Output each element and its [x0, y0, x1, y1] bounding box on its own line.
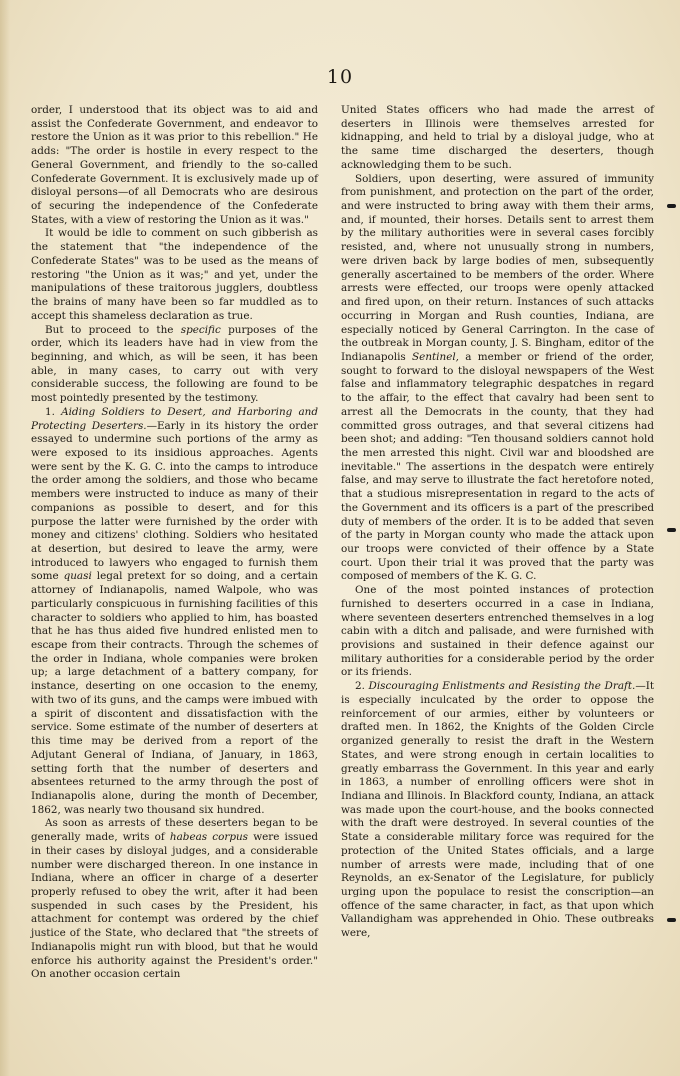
paragraph — [341, 104, 654, 173]
italic-text: specific — [180, 323, 221, 336]
paragraph — [31, 104, 318, 227]
paragraph — [31, 817, 318, 982]
paragraph-text: legal pretext for so doing, and a certain attorney of Indianapolis, named Walpole, who was particularly conspicuous in furnishing facilities of this character to soldiers who applied to him, has boasted that he has thus aided five hundred enlisted men to escape from their contracts. Through the schemes of the order in Indiana, whole companies were broken up; a large detachment of a battery company, for instance, deserting on one occasion to the enemy, with two of its guns, and the camps were imbued with a spirit of discontent and dissatisfaction with the service. Some estimate of the number of deserters at this time may be derived from a report of the Adjutant General of Indiana, of January, in 1863, setting forth that the number of deserters and absentees returned to the army through the post of Indianapolis alone, during the month of December, 1862, was nearly two thousand six hundred. — [31, 570, 318, 816]
paragraph-text: As soon as arrests of these deserters began to be generally made, writs of — [31, 817, 318, 844]
paragraph-text: United States officers who had made the arrest of deserters in Illinois were themselves arrested for kidnapping, and held to trial by a disloyal judge, who at the same time discharged the deserters, though acknowledging them to be such. — [341, 104, 654, 171]
margin-mark — [667, 204, 676, 208]
paragraph-text: —It is especially inculcated by the order to oppose the reinforcement of our armies, either by volunteers or drafted men. In 1862, the Knights of the Golden Circle organized generally to resist the draft in the Western States, and were strong enough in certain localities to greatly embarrass the Government. In this year and early in 1863, a number of enrolling officers were shot in Indiana and Illinois. In Blackford county, Indiana, an attack was made upon the court-house, and the books connected with the draft were destroyed. In several counties of the State a considerable military force was required for the protection of the United States officials, and a large number of arrests were made, including that of one Reynolds, an ex-Senator of the Legislature, for publicly urging upon the populace to resist the conscription—an offence of the same character, in fact, as that upon which Vallandigham was apprehended in Ohio. These outbreaks were, — [341, 680, 655, 940]
paragraph — [31, 324, 318, 406]
paragraph-text: a member or friend of the order, sought to forward to the disloyal newspapers of the West false and inflammatory telegraphic despatches in regard to the affair, to the effect that cavalry had been sent to arrest all the Democrats in the county, that they had committed gross outrages, and that several citizens had been shot; and adding: "Ten thousand soldiers cannot hold the men arrested this night. Civil war and bloodshed are inevitable." The assertions in the despatch were entirely false, and may serve to illustrate the fact heretofore noted, that a studious misrepresentation in regard to the acts of the Government and its officers is a part of the prescribed duty of members of the order. It is to be added that seven of the party in Morgan county who made the attack upon our troops were convicted of their offence by a State court. Upon their trial it was proved that the party was composed of members of the K. G. C. — [341, 350, 655, 583]
paragraph-text: One of the most pointed instances of protection furnished to deserters occurred in a case in Indiana, where seventeen deserters entrenched themselves in a log cabin with a ditch and palisade, and were furnished with provisions and sustained in their defence against our military authorities for a considerable period by the order or its friends. — [341, 584, 654, 679]
paragraph — [341, 680, 654, 941]
paragraph — [31, 227, 318, 323]
paragraph-text: It would be idle to comment on such gibberish as the statement that "the independence of the Confederate States" was to be used as the means of restoring "the Union as it was;" and yet, under the manipulations of these traitorous jugglers, doubtless the brains of many have been so far muddled as to accept this shameless declaration as true. — [31, 227, 318, 322]
paragraph-text: But to proceed to the — [45, 323, 181, 336]
right-text-column — [341, 104, 654, 941]
page-number: 10 — [326, 66, 354, 88]
margin-mark — [667, 528, 676, 532]
paragraph-text: 1. — [45, 405, 62, 418]
paragraph — [31, 406, 318, 818]
left-text-column — [31, 104, 318, 982]
page-fold-shadow — [0, 0, 10, 1076]
section-heading-italic: Aiding Soldiers to Desert, and Harboring and Protecting Deserters. — [31, 405, 318, 432]
paragraph-text: purposes of the order, which its leaders have had in view from the beginning, and which, as will be seen, it has been able, in many cases, to carry out with very considerable success, the following are found to be most pointedly presented by the testimony. — [31, 323, 318, 405]
paragraph-text: 2. — [355, 680, 369, 693]
paragraph-text: —Early in its history the order essayed to undermine such portions of the army as were exposed to its insidious approaches. Agents were sent by the K. G. C. into the camps to introduce the order among the soldiers, and those who became members were instructed to induce as many of their companions as possible to desert, and for this purpose the latter were furnished by the order with money and citizens' clothing. Soldiers who hesitated at desertion, but desired to leave the army, were introduced to lawyers who engaged to furnish them some — [31, 419, 318, 583]
italic-text: Sentinel, — [412, 350, 459, 363]
paragraph-text: were issued in their cases by disloyal judges, and a considerable number were discharged thereon. In one instance in Indiana, where an officer in charge of a deserter properly refused to obey the writ, after it had been suspended in such cases by the President, his attachment for contempt was ordered by the chief justice of the State, who declared that "the streets of Indianapolis might run with blood, but that he would enforce his authority against the President's order." On another occasion certain — [31, 831, 318, 981]
italic-text: habeas corpus — [169, 831, 249, 844]
italic-text: quasi — [63, 570, 92, 583]
paragraph — [341, 173, 654, 585]
paragraph — [341, 584, 654, 680]
section-heading-italic: Discouraging Enlistments and Resisting the Draft. — [368, 680, 636, 693]
paragraph-text: order, I understood that its object was to aid and assist the Confederate Government, and endeavor to restore the Union as it was prior to this rebellion." He adds: "The order is hostile in every respect to the General Government, and friendly to the so-called Confederate Government. It is exclusively made up of disloyal persons—of all Democrats who are desirous of securing the independence of the Confederate States, with a view of restoring the Union as it was." — [31, 104, 318, 226]
paragraph-text: Soldiers, upon deserting, were assured of immunity from punishment, and protection on the part of the order, and were instructed to bring away with them their arms, and, if mounted, their horses. Details sent to arrest them by the military authorities were in several cases forcibly resisted, and, where not unusually strong in numbers, were driven back by large bodies of men, subsequently generally ascertained to be members of the order. Where arrests were effected, our troops were openly attacked and fired upon, on their return. Instances of such attacks occurring in Morgan and Rush counties, Indiana, are especially noticed by General Carrington. In the case of the outbreak in Morgan county, J. S. Bingham, editor of the Indianapolis — [341, 172, 654, 363]
margin-mark — [667, 918, 676, 922]
